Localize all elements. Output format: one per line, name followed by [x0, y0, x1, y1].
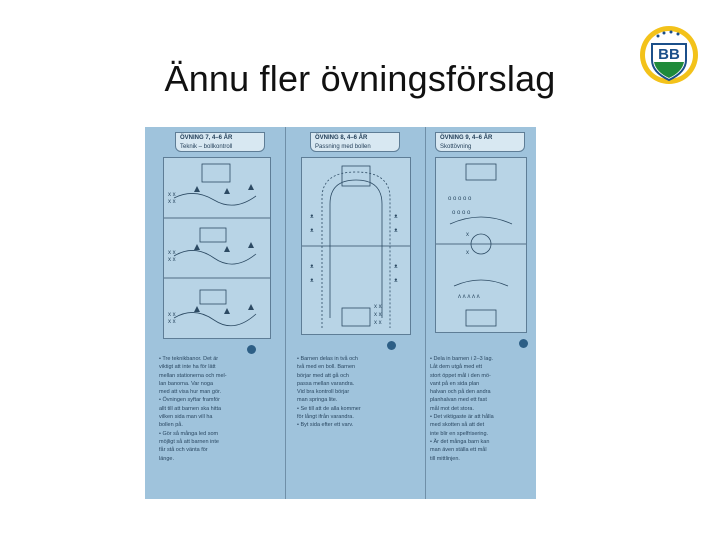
- svg-text:x x: x x: [168, 250, 176, 256]
- svg-text:x x: x x: [374, 320, 382, 326]
- svg-text:ᴥ: ᴥ: [394, 278, 398, 284]
- svg-text:x x: x x: [168, 312, 176, 318]
- svg-text:o o o o: o o o o: [452, 210, 471, 216]
- svg-text:x x: x x: [374, 312, 382, 318]
- exercise-description: • Barnen delas in två och två med en boll. Barnen börjar med att gå och passa mellan varandra. Vid bra kontroll börjar man springa lite. • Se till att de alla kommer för långt ifrån varandra. • Byt sida efter ett varv.: [297, 356, 361, 429]
- svg-text:x x: x x: [168, 199, 176, 205]
- exercise-diagram: [435, 157, 527, 333]
- svg-text:x x: x x: [374, 304, 382, 310]
- exercise-diagram: [301, 157, 411, 335]
- exercise-diagram: [163, 157, 271, 339]
- svg-text:BB: BB: [658, 46, 680, 63]
- exercise-heading: ÖVNING 7, 4–6 ÅR Teknik – bollkontroll: [175, 132, 265, 152]
- svg-text:x x: x x: [168, 319, 176, 325]
- exercise-description: • Tre teknikbanor. Det är viktigt att inte ha för lätt mellan stationerna och mel- lan banorna. Var noga med att visa hur man gör. • Övningen syftar framför allt till att barnen ska hitta vilken sida man vill ha bollen på. • Gör så många led som möjligt så att barnen inte får stå och vänta för länge.: [159, 356, 227, 462]
- svg-text:o o o o o: o o o o o: [448, 196, 472, 202]
- svg-text:x: x: [466, 232, 469, 238]
- exercise-description: • Dela in barnen i 2–3 lag. Låt dem utgå med ett stort öppet mål i den mö- vant på en sida plan halvan och på den andra planhalvan med ett fast mål mot det stora. • Det viktigaste är att hålla med skotten så att det inte blir en spelfrisering. • Är det många barn kan man även ställa ett mål till mittlinjen.: [430, 356, 494, 462]
- svg-text:ᴥ: ᴥ: [310, 278, 314, 284]
- svg-text:ᴥ: ᴥ: [310, 214, 314, 220]
- svg-text:ᴥ: ᴥ: [394, 214, 398, 220]
- bullet-marker: [247, 345, 256, 354]
- slide-title: Ännu fler övningsförslag: [164, 58, 556, 99]
- svg-text:x: x: [466, 250, 469, 256]
- column-divider: [425, 127, 426, 499]
- svg-text:ᴧ ᴧ ᴧ ᴧ ᴧ: ᴧ ᴧ ᴧ ᴧ ᴧ: [458, 294, 480, 300]
- club-shield-logo: [638, 24, 700, 86]
- svg-text:ᴥ: ᴥ: [394, 228, 398, 234]
- exercise-sheet-image: [145, 127, 536, 499]
- exercise-heading: ÖVNING 8, 4–6 ÅR Passning med bollen: [310, 132, 400, 152]
- bullet-marker: [387, 341, 396, 350]
- bullet-marker: [519, 339, 528, 348]
- svg-text:x x: x x: [168, 192, 176, 198]
- svg-text:ᴥ: ᴥ: [310, 264, 314, 270]
- column-divider: [285, 127, 286, 499]
- svg-text:ᴥ: ᴥ: [310, 228, 314, 234]
- svg-text:x x: x x: [168, 257, 176, 263]
- exercise-heading: ÖVNING 9, 4–6 ÅR Skottövning: [435, 132, 525, 152]
- svg-text:ᴥ: ᴥ: [394, 264, 398, 270]
